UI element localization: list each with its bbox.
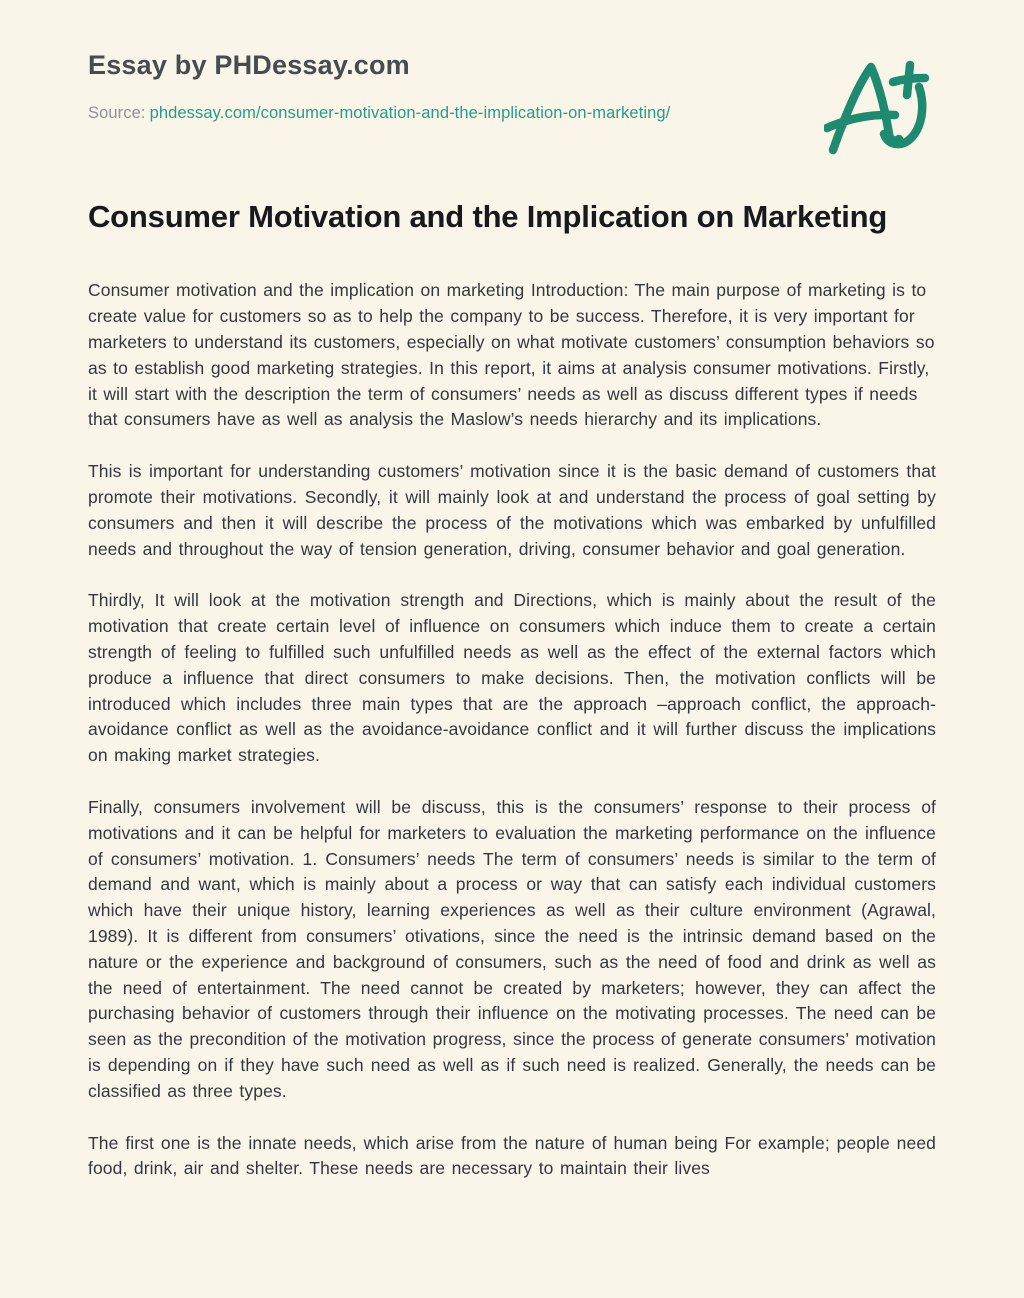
essay-paragraph-3: Thirdly, It will look at the motivation strength and Directions, which is mainly about the result of the motivation that create certain level of influence on consumers which induce them to create a certain strength of feeling to fulfilled such unfulfilled needs as well as the effect of the external factors which produce a influence that direct consumers to make decisions. Then, the motivation conflicts will be introduced which includes three main types that are the approach –approach conflict, the approach-avoidance conflict as well as the avoidance-avoidance conflict and it will further discuss the implications on making market strategies.	[88, 590, 936, 766]
essay-paragraph-5: The first one is the innate needs, which arise from the nature of human being For example; people need food, drink, air and shelter. These needs are necessary to maintain their lives	[88, 1132, 936, 1179]
essay-byline: Essay by PHDessay.com	[88, 50, 410, 80]
essay-paragraph-4: Finally, consumers involvement will be discuss, this is the consumers’ response to their process of motivations and it can be helpful for marketers to evaluation the marketing performance on the influence of consumers’ motivation. 1. Consumers’ needs The term of consumers’ needs is similar to the term of demand and want, which is mainly about a process or way that can satisfy each individual customers which have their unique history, learning experiences as well as their culture environment (Agrawal, 1989). It is different from consumers’ otivations, since the need is the intrinsic demand based on the nature or the experience and background of consumers, such as the need of food and drink as well as the need of entertainment. The need cannot be created by marketers; however, they can affect the purchasing behavior of customers through their influence on the motivating processes. The need can be seen as the precondition of the motivation progress, since the process of generate consumers’ motivation is depending on if they have such need as well as if such need is realized. Generally, the needs can be classified as three types.	[88, 797, 936, 1101]
essay-paragraph-1: Consumer motivation and the implication on marketing Introduction: The main purpose of marketing is to create value for customers so as to help the company to be success. Therefore, it is very important for marketers to understand its customers, especially on what motivate customers’ consumption behaviors so as to establish good marketing strategies. In this report, it aims at analysis consumer motivations. Firstly, it will start with the description the term of consumers’ needs as well as discuss different types if needs that consumers have as well as analysis the Maslow’s needs hierarchy and its implications.	[88, 280, 935, 430]
essay-header	[88, 50, 936, 124]
phdessay-logo	[824, 54, 930, 164]
a-plus-icon	[824, 54, 930, 164]
source-link[interactable]: phdessay.com/consumer-motivation-and-the-implication-on-marketing/	[149, 104, 671, 123]
essay-body	[88, 278, 936, 1182]
essay-paragraph-2: This is important for understanding customers’ motivation since it is the basic demand of customers that promote their motivations. Secondly, it will mainly look at and understand the process of goal setting by consumers and then it will describe the process of the motivations which was embarked by unfulfilled needs and throughout the way of tension generation, driving, consumer behavior and goal generation.	[88, 461, 936, 559]
essay-title: Consumer Motivation and the Implication on Marketing	[88, 199, 888, 235]
source-row	[88, 103, 936, 124]
source-label: Source:	[88, 104, 146, 123]
